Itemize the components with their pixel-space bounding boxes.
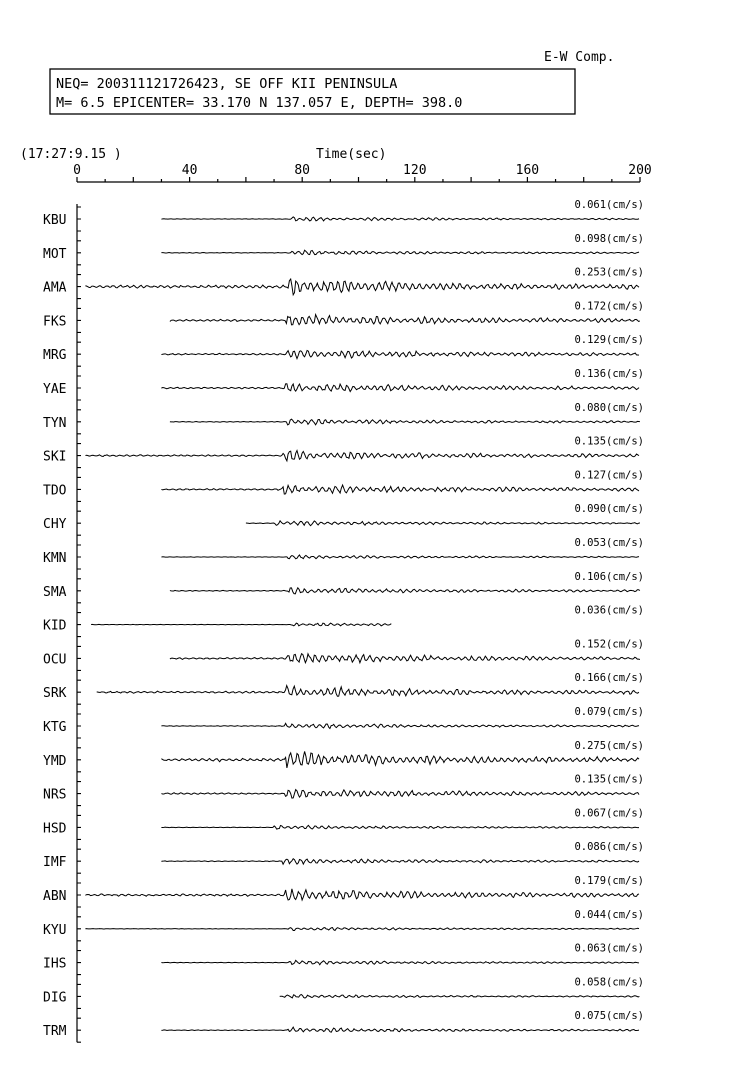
station-label: KBU	[43, 213, 67, 228]
station-label: YAE	[43, 382, 67, 397]
trace-hsd	[43, 807, 644, 839]
trace-tdo	[43, 469, 644, 501]
waveform-line	[170, 419, 640, 425]
max-amplitude: 0.179(cm/s)	[574, 875, 644, 887]
station-label: OCU	[43, 652, 67, 668]
trace-yae	[43, 368, 644, 400]
max-amplitude: 0.106(cm/s)	[574, 570, 644, 583]
waveform-line	[161, 723, 639, 728]
station-label: IHS	[43, 956, 67, 972]
max-amplitude: 0.275(cm/s)	[574, 739, 644, 752]
max-amplitude: 0.075(cm/s)	[574, 1010, 644, 1023]
station-label: FKS	[43, 314, 67, 330]
max-amplitude: 0.044(cm/s)	[574, 908, 644, 921]
waveform-line	[161, 960, 639, 964]
x-tick-label: 80	[294, 163, 311, 178]
waveform-line	[161, 1027, 639, 1032]
trace-ski	[43, 436, 644, 468]
max-amplitude: 0.067(cm/s)	[574, 807, 644, 820]
waveform-line	[85, 451, 639, 461]
trace-ocu	[43, 638, 644, 670]
trace-tyn	[43, 402, 644, 434]
x-axis-title: Time(sec)	[316, 147, 387, 162]
time-axis	[73, 163, 652, 182]
waveform-line	[161, 485, 639, 494]
trace-nrs	[43, 774, 644, 806]
waveform-line	[280, 995, 640, 999]
max-amplitude: 0.036(cm/s)	[574, 604, 644, 617]
trace-sma	[43, 571, 644, 603]
station-label: SRK	[43, 686, 67, 702]
max-amplitude: 0.135(cm/s)	[574, 435, 644, 448]
trace-abn	[43, 875, 644, 907]
station-label: MRG	[43, 348, 67, 364]
station-label: IMF	[43, 855, 67, 871]
max-amplitude: 0.127(cm/s)	[574, 469, 644, 482]
station-label: AMA	[43, 280, 67, 296]
max-amplitude: 0.129(cm/s)	[574, 334, 644, 347]
event-line-1: NEQ= 200311121726423, SE OFF KII PENINSULA	[56, 76, 398, 92]
station-label: TYN	[43, 415, 67, 431]
waveform-line	[161, 217, 639, 221]
trace-kid	[43, 605, 644, 637]
x-tick-label: 40	[181, 163, 198, 178]
waveform-line	[161, 825, 639, 829]
trace-kbu	[43, 199, 644, 231]
waveform-line	[161, 350, 639, 358]
waveform-line	[161, 751, 639, 768]
max-amplitude: 0.136(cm/s)	[574, 368, 644, 380]
trace-kyu	[43, 909, 644, 941]
waveform-line	[91, 623, 391, 626]
max-amplitude: 0.063(cm/s)	[574, 942, 644, 955]
station-label: TDO	[43, 483, 67, 499]
max-amplitude: 0.053(cm/s)	[574, 537, 644, 549]
station-label: KID	[43, 618, 67, 634]
waveform-line	[170, 588, 640, 594]
x-tick-label: 0	[73, 163, 81, 178]
waveform-line	[170, 315, 640, 325]
station-label: SMA	[43, 584, 67, 600]
x-tick-label: 200	[628, 163, 652, 178]
max-amplitude: 0.080(cm/s)	[574, 401, 644, 414]
event-line-2: M= 6.5 EPICENTER= 33.170 N 137.057 E, DEPTH= 398.0	[56, 95, 463, 111]
max-amplitude: 0.086(cm/s)	[574, 841, 644, 854]
waveform-line	[246, 521, 640, 526]
max-amplitude: 0.079(cm/s)	[574, 706, 644, 718]
waveform-line	[170, 654, 640, 663]
station-label: SKI	[43, 449, 67, 465]
station-label: CHY	[43, 517, 67, 533]
event-info-box	[50, 69, 575, 114]
station-label: MOT	[43, 246, 67, 262]
max-amplitude: 0.166(cm/s)	[574, 672, 644, 685]
max-amplitude: 0.152(cm/s)	[574, 638, 644, 651]
trace-imf	[43, 841, 644, 873]
waveform-line	[85, 279, 639, 295]
x-tick-label: 160	[515, 163, 540, 178]
trace-ihs	[43, 943, 644, 975]
station-label: NRS	[43, 787, 67, 803]
component-label: E-W Comp.	[544, 50, 615, 65]
start-time-label: (17:27:9.15 )	[20, 147, 122, 162]
x-tick-label: 120	[403, 163, 427, 178]
trace-fks	[43, 300, 644, 332]
waveform-line	[161, 555, 639, 559]
trace-ymd	[43, 740, 644, 772]
trace-ama	[43, 267, 644, 299]
trace-mrg	[43, 334, 644, 366]
trace-dig	[43, 976, 644, 1008]
waveform-line	[97, 686, 639, 697]
waveform-line	[85, 928, 639, 931]
trace-panel	[43, 199, 644, 1042]
max-amplitude: 0.172(cm/s)	[574, 300, 644, 313]
station-label: TRM	[43, 1024, 67, 1040]
max-amplitude: 0.058(cm/s)	[574, 976, 644, 989]
trace-chy	[43, 503, 644, 535]
max-amplitude: 0.090(cm/s)	[574, 503, 644, 516]
station-label: HSD	[43, 821, 67, 837]
trace-mot	[43, 233, 644, 265]
max-amplitude: 0.098(cm/s)	[574, 232, 644, 245]
waveform-line	[85, 889, 639, 900]
station-label: DIG	[43, 990, 67, 1006]
station-label: KYU	[43, 922, 67, 938]
trace-srk	[43, 672, 644, 704]
max-amplitude: 0.061(cm/s)	[574, 199, 644, 211]
max-amplitude: 0.253(cm/s)	[574, 266, 644, 279]
trace-ktg	[43, 706, 644, 738]
max-amplitude: 0.135(cm/s)	[574, 773, 644, 786]
trace-kmn	[43, 537, 644, 569]
station-label: KTG	[43, 720, 67, 735]
waveform-line	[161, 859, 639, 865]
waveform-line	[161, 790, 639, 798]
station-label: YMD	[43, 753, 67, 769]
waveform-line	[161, 384, 639, 392]
station-label: ABN	[43, 889, 67, 904]
trace-trm	[43, 1010, 644, 1042]
waveform-line	[161, 250, 639, 254]
station-label: KMN	[43, 551, 67, 566]
